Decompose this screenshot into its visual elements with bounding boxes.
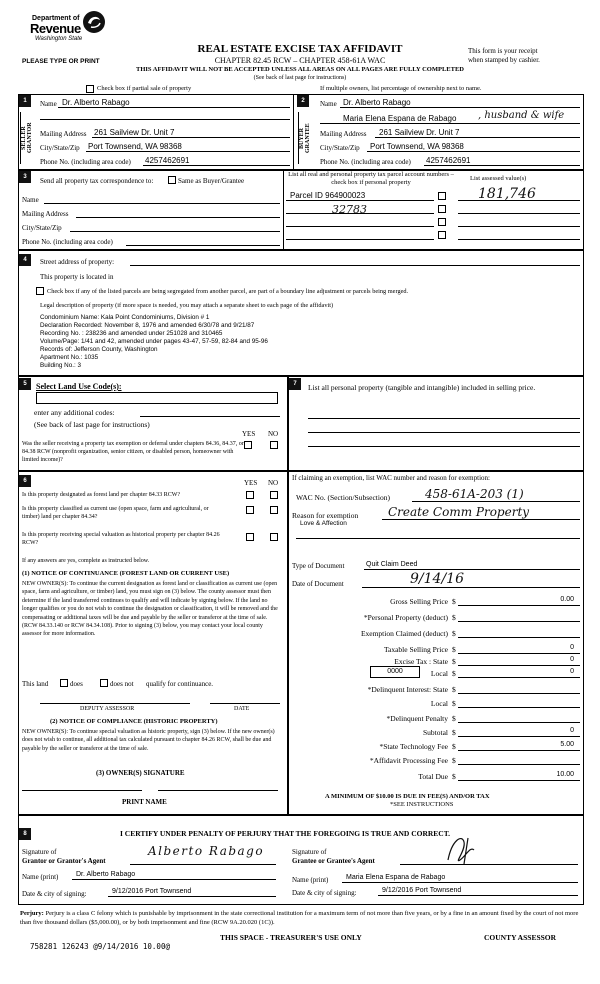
doc-date-value[interactable]: 9/14/16 — [410, 571, 464, 587]
seller-mailing-label: Mailing Address — [40, 130, 87, 138]
seller-phone-label: Phone No. (including area code) — [40, 158, 131, 166]
tax-row-value[interactable]: 0 — [570, 656, 574, 663]
buyer-phone[interactable]: 4257462691 — [426, 156, 471, 165]
multiple-owners-note: If multiple owners, list percentage of ownership next to name. — [320, 85, 482, 92]
located-label: This property is located in — [40, 273, 114, 281]
tax-row-label: Excise Tax : State — [394, 657, 448, 666]
seller-name[interactable]: Dr. Alberto Rabago — [62, 98, 130, 107]
reason-handwritten[interactable]: Create Comm Property — [388, 505, 530, 519]
see-back-header: (See back of last page for instructions) — [253, 75, 347, 81]
does-label: does — [70, 680, 83, 688]
s6-if-yes: If any answers are yes, complete as instructed below. — [22, 558, 150, 564]
tax-row-label: Taxable Selling Price — [383, 645, 448, 654]
footer-stamp: 758281 126243 @9/14/2016 10.00@ — [30, 942, 170, 951]
partial-sale-checkbox[interactable] — [86, 85, 94, 93]
doc-type-value[interactable]: Quit Claim Deed — [366, 561, 418, 568]
additional-codes-input[interactable] — [140, 416, 280, 417]
buyer-name-2[interactable]: Maria Elena Espana de Rabago — [343, 114, 457, 123]
receipt-note-2: when stamped by cashier. — [468, 56, 540, 64]
buyer-city[interactable]: Port Townsend, WA 98368 — [370, 142, 464, 151]
does-checkbox[interactable] — [60, 679, 68, 687]
section-4-number: 4 — [19, 254, 31, 266]
s3-phone-label: Phone No. (including area code) — [22, 238, 113, 246]
legal-line-1: Condominium Name: Kala Point Condominiums, Division # 1 — [40, 314, 210, 321]
tax-row-value[interactable]: 0 — [570, 727, 574, 734]
buyer-side-label: BUYER GRANTEE — [298, 112, 315, 164]
s5-yes-header: YES — [242, 430, 256, 438]
grantee-date-label: Date & city of signing: — [292, 889, 357, 897]
grantor-sig-label-1: Signature of — [22, 848, 57, 856]
seller-name-label: Name — [40, 100, 57, 108]
grantor-name-print[interactable]: Dr. Alberto Rabago — [76, 871, 136, 878]
tax-row-dollar: $ — [452, 597, 456, 606]
tax-row-label: *State Technology Fee — [379, 742, 448, 751]
section-4-box — [18, 250, 584, 376]
tax-row-value[interactable]: 10.00 — [556, 771, 574, 778]
send-correspondence-label: Send all property tax correspondence to: — [40, 177, 154, 185]
section-7-number: 7 — [289, 378, 301, 390]
tax-row-dollar: $ — [452, 669, 456, 678]
grantor-name-label: Name (print) — [22, 873, 59, 881]
personal-property-checkbox-1[interactable] — [438, 192, 446, 200]
seller-phone[interactable]: 4257462691 — [145, 156, 190, 165]
tax-row-label: Subtotal — [422, 728, 448, 737]
grantee-sig-label-1: Signature of — [292, 848, 327, 856]
assessed-header: List assessed value(s) — [470, 175, 527, 182]
buyer-phone-label: Phone No. (including area code) — [320, 158, 411, 166]
parcel-list-header: List all real and personal property tax parcel account numbers – check box if personal property — [288, 171, 454, 186]
tax-row-dollar: $ — [452, 657, 456, 666]
section-6-box — [18, 471, 288, 815]
section-5-number: 5 — [19, 378, 31, 390]
legal-line-5: Records of: Jefferson County, Washington — [40, 346, 158, 353]
tax-row-label: Exemption Claimed (deduct) — [360, 629, 448, 638]
grantor-sig-label-2: Grantor or Grantor's Agent — [22, 857, 106, 865]
land-use-select[interactable] — [36, 392, 278, 404]
qualify-label: qualify for continuance. — [146, 680, 214, 688]
deputy-assessor-label: DEPUTY ASSESSOR — [80, 706, 135, 712]
assessed-value[interactable]: 181,746 — [478, 186, 536, 202]
s6-q2-no-checkbox[interactable] — [270, 506, 278, 514]
same-as-buyer-checkbox[interactable] — [168, 176, 176, 184]
seller-city[interactable]: Port Townsend, WA 98368 — [88, 142, 182, 151]
s6-question-1: Is this property designated as forest land per chapter 84.33 RCW? — [22, 492, 181, 498]
tax-row-dollar: $ — [452, 756, 456, 765]
wac-value[interactable]: 458-61A-203 (1) — [425, 487, 524, 501]
partial-sale-label: Check box if partial sale of property — [97, 85, 192, 92]
legal-line-2: Declaration Recorded: November 8, 1976 and amended 6/30/78 and 9/21/87 — [40, 322, 255, 329]
reason-typed: Love & Affection — [300, 520, 347, 527]
grantee-sig-label-2: Grantee or Grantee's Agent — [292, 857, 375, 865]
personal-property-checkbox-2[interactable] — [438, 205, 446, 213]
dept-line1: Department of — [32, 15, 80, 22]
print-name-label: PRINT NAME — [122, 798, 167, 806]
legal-line-3: Recording No. : 238236 and amended under 251028 and 310465 — [40, 330, 223, 337]
buyer-city-label: City/State/Zip — [320, 144, 360, 152]
please-type: PLEASE TYPE OR PRINT — [22, 58, 100, 65]
s5-no-header: NO — [268, 430, 279, 438]
compliance-title: (2) NOTICE OF COMPLIANCE (HISTORIC PROPERTY) — [50, 718, 218, 725]
local-code: 0000 — [387, 668, 403, 675]
legal-description-label: Legal description of property (if more space is needed, you may attach a separate sheet to each page of the affidavit) — [40, 302, 334, 309]
grantor-signature: Alberto Rabago — [148, 844, 265, 858]
legal-line-6: Apartment No.: 1035 — [40, 354, 99, 361]
s3-name-label: Name — [22, 196, 39, 204]
segregated-checkbox[interactable] — [36, 287, 44, 295]
tax-row-value[interactable]: 0 — [570, 668, 574, 675]
s6-q1-yes-checkbox[interactable] — [246, 491, 254, 499]
reason-label: Reason for exemption — [292, 511, 359, 520]
parcel-id[interactable]: Parcel ID 964900023 — [290, 191, 366, 200]
tax-row-label: *Delinquent Interest: State — [367, 685, 448, 694]
continuance-text: NEW OWNER(S): To continue the current designation as forest land or classification as current use (open space, farm and agriculture, or timber) land, you must sign on (3) below. The county assessor must then determine if the land transferred continues to qualify and will indicate by signing below. If the land no longer qualifies or you do not wish to continue the designation or classification, it will be removed and the compensating or additional taxes will be due and payable by the seller or transferor at the time of sale. (RCW 84.33.140 or RCW 84.34.108). Prior to signing (3) below, you may contact your local county assessor for more information. — [22, 581, 278, 638]
buyer-name[interactable]: Dr. Alberto Rabago — [343, 98, 411, 107]
parcel-handwritten: 32783 — [332, 203, 367, 216]
section-3-number: 3 — [19, 171, 31, 183]
form-title: REAL ESTATE EXCISE TAX AFFIDAVIT — [197, 43, 403, 55]
grantee-name-label: Name (print) — [292, 876, 329, 884]
warning-text: THIS AFFIDAVIT WILL NOT BE ACCEPTED UNLESS ALL AREAS ON ALL PAGES ARE FULLY COMPLETED — [136, 66, 464, 73]
tax-row-label: Local — [430, 669, 448, 678]
list-personal-property: List all personal property (tangible and intangible) included in selling price. — [308, 383, 536, 392]
tax-row-dollar: $ — [452, 685, 456, 694]
does-not-checkbox[interactable] — [100, 679, 108, 687]
tax-row-dollar: $ — [452, 728, 456, 737]
tax-row-value[interactable]: 0.00 — [560, 596, 574, 603]
grantee-date-city[interactable]: 9/12/2016 Port Townsend — [382, 887, 462, 894]
s5-no-checkbox[interactable] — [270, 441, 278, 449]
dor-logo — [30, 10, 102, 42]
form-chapter: CHAPTER 82.45 RCW – CHAPTER 458-61A WAC — [214, 56, 386, 65]
see-instructions: *SEE INSTRUCTIONS — [390, 801, 454, 808]
tax-row-label: Total Due — [418, 772, 448, 781]
perjury-text — [20, 909, 582, 927]
owner-signature-label: (3) OWNER(S) SIGNATURE — [96, 769, 185, 777]
perjury-label: Perjury: — [20, 910, 44, 917]
tax-row-label: *Affidavit Processing Fee — [369, 756, 448, 765]
doc-type-label: Type of Document — [292, 562, 345, 570]
seller-side-label: SELLER GRANTOR — [20, 112, 37, 164]
tax-row-label: Gross Selling Price — [390, 597, 448, 606]
treasurer-use: THIS SPACE - TREASURER'S USE ONLY — [220, 933, 362, 942]
s6-question-2: Is this property classified as current use (open space, farm and agricultural, or timber) land per chapter 84.34? — [22, 506, 209, 520]
tax-row-label: Local — [430, 699, 448, 708]
section-1-number: 1 — [19, 95, 31, 107]
tax-row-value[interactable]: 5.00 — [560, 741, 574, 748]
s3-mailing-label: Mailing Address — [22, 210, 69, 218]
s6-q3-yes-checkbox[interactable] — [246, 533, 254, 541]
buyer-mailing[interactable]: 261 Sailview Dr. Unit 7 — [379, 128, 460, 137]
s5-exemption-question: Was the seller receiving a property tax exemption or deferral under chapters 84.36, 84.37, or 84.38 RCW (nonprofit organization, senior citizen, or disabled person, homeowner with limited income)? — [22, 441, 244, 463]
tax-row-label: *Delinquent Penalty — [386, 714, 448, 723]
wac-label: WAC No. (Section/Subsection) — [296, 493, 390, 502]
deputy-date-label: DATE — [234, 706, 250, 712]
legal-line-4: Volume/Page: 1/41 and 42, amended under pages 43-47, 57-59, 82-84 and 95-96 — [40, 338, 268, 345]
s6-q2-yes-checkbox[interactable] — [246, 506, 254, 514]
tax-row-dollar: $ — [452, 742, 456, 751]
minimum-due: A MINIMUM OF $10.00 IS DUE IN FEE(S) AND/OR TAX — [325, 793, 490, 800]
s5-see-back: (See back of last page for instructions) — [34, 420, 150, 429]
s6-yes-header: YES — [244, 479, 258, 487]
dor-swirl-icon — [82, 10, 106, 34]
section-6-number: 6 — [19, 475, 31, 487]
tax-row-dollar: $ — [452, 714, 456, 723]
perjury-body: Perjury is a class C felony which is punishable by imprisonment in the state correctional institution for a maximum term of not more than five years, or by a fine in an amount fixed by the court of not more than five thousand dollars ($5,000.00), or by both imprisonment and fine (RCW 9A.20.020 (1C)). — [20, 910, 579, 926]
segregated-label: Check box if any of the listed parcels are being segregated from another parcel, are part of a boundary line adjustment or parcels being merged. — [47, 288, 409, 295]
grantor-date-city[interactable]: 9/12/2016 Port Townsend — [112, 888, 192, 895]
s5-yes-checkbox[interactable] — [244, 441, 252, 449]
section-8-number: 8 — [19, 828, 31, 840]
dept-line2: Revenue — [30, 21, 81, 36]
s3-city-label: City/State/Zip — [22, 224, 62, 232]
grantor-date-label: Date & city of signing: — [22, 890, 87, 898]
s6-q1-no-checkbox[interactable] — [270, 491, 278, 499]
personal-property-checkbox-4[interactable] — [438, 231, 446, 239]
seller-mailing[interactable]: 261 Sailview Dr. Unit 7 — [94, 128, 175, 137]
street-address-label: Street address of property: — [40, 258, 115, 266]
grantee-name-print[interactable]: Maria Elena Espana de Rabago — [346, 874, 446, 881]
tax-row-dollar: $ — [452, 613, 456, 622]
exemption-claim-label: If claiming an exemption, list WAC number and reason for exemption: — [292, 474, 490, 482]
certify-statement: I CERTIFY UNDER PENALTY OF PERJURY THAT THE FOREGOING IS TRUE AND CORRECT. — [120, 829, 451, 838]
additional-codes-label: enter any additional codes: — [34, 408, 115, 417]
tax-row-dollar: $ — [452, 629, 456, 638]
s6-q3-no-checkbox[interactable] — [270, 533, 278, 541]
same-as-buyer-label: Same as Buyer/Grantee — [178, 177, 245, 185]
county-assessor-footer: COUNTY ASSESSOR — [484, 933, 557, 942]
land-use-label: Select Land Use Code(s): — [36, 382, 122, 391]
seller-city-label: City/State/Zip — [40, 144, 80, 152]
continuance-title: (1) NOTICE OF CONTINUANCE (FOREST LAND OR CURRENT USE) — [22, 570, 230, 577]
this-land-label: This land — [22, 680, 49, 688]
tax-row-label: *Personal Property (deduct) — [363, 613, 448, 622]
does-not-label: does not — [110, 680, 134, 688]
section-2-number: 2 — [297, 95, 309, 107]
s6-question-3: Is this property receiving special valuation as historical property per chapter 84.26 RCW? — [22, 532, 220, 546]
buyer-name-label: Name — [320, 100, 337, 108]
buyer-name-2-note: , husband & wife — [478, 110, 565, 121]
receipt-note-1: This form is your receipt — [468, 47, 538, 55]
tax-row-dollar: $ — [452, 645, 456, 654]
tax-row-dollar: $ — [452, 772, 456, 781]
buyer-mailing-label: Mailing Address — [320, 130, 367, 138]
tax-row-value[interactable]: 0 — [570, 644, 574, 651]
compliance-text: NEW OWNER(S): To continue special valuation as historic property, sign (3) below. If the new owner(s) does not wish to continue, all additional tax calculated pursuant to chapter 84.26 RCW, shall be due and payable by the seller or transferor at the time of sale. — [22, 729, 275, 752]
s6-no-header: NO — [268, 479, 279, 487]
tax-row-dollar: $ — [452, 699, 456, 708]
legal-line-7: Building No.: 3 — [40, 362, 81, 369]
personal-property-checkbox-3[interactable] — [438, 218, 446, 226]
doc-date-label: Date of Document — [292, 580, 344, 588]
dept-line3: Washington State — [35, 36, 83, 42]
